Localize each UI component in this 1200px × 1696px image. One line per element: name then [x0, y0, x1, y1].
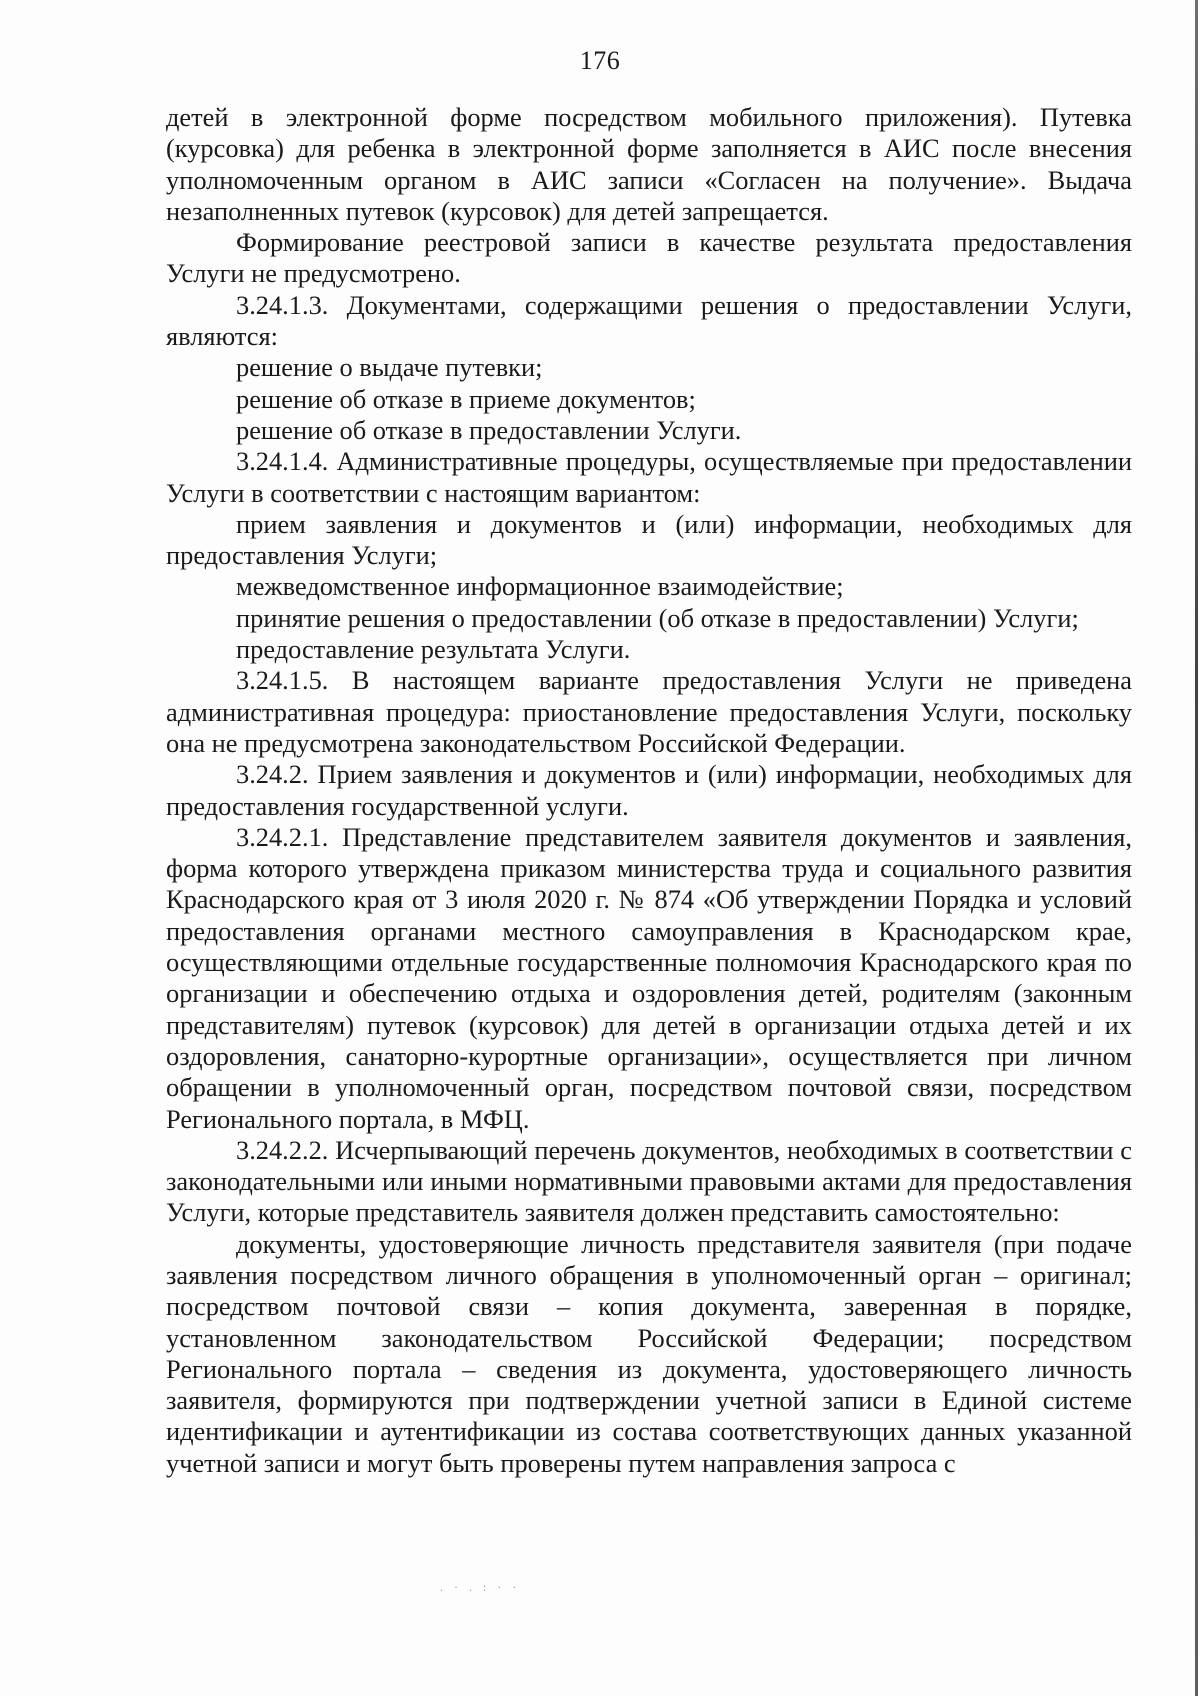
paragraph: документы, удостоверяющие личность представителя заявителя (при подаче заявления посредством личного обращения в уполномоченный орган – оригинал; посредством почтовой связи – копия документа, заверенная в порядке, установленном законодательством Российской Федерации; посредством Регионального портала – сведения из документа, удостоверяющего личность заявителя, формируются при подтверждении учетной записи в Единой системе идентификации и аутентификации из состава соответствующих данных указанной учетной записи и могут быть проверены путем направления запроса с: [166, 1228, 1132, 1478]
paragraph: детей в электронной форме посредством мобильного приложения). Путевка (курсовка) для ребенка в электронной форме заполняется в АИС после внесения уполномоченным органом в АИС записи «Согласен на получение». Выдача незаполненных путевок (курсовок) для детей запрещается.: [166, 102, 1132, 226]
paragraph: 3.24.1.3. Документами, содержащими решения о предоставлении Услуги, являются:: [166, 289, 1132, 352]
paragraph: 3.24.2.2. Исчерпывающий перечень документов, необходимых в соответствии с законодательными или иными нормативными правовыми актами для предоставления Услуги, которые представитель заявителя должен представить самостоятельно:: [166, 1134, 1132, 1228]
list-item: решение о выдаче путевки;: [236, 352, 543, 383]
document-body: [166, 102, 1132, 1479]
paragraph: 3.24.1.5. В настоящем варианте предоставления Услуги не приведена административная процедура: приостановление предоставления Услуги, поскольку она не предусмотрена законодательством Российской Федерации.: [166, 665, 1132, 758]
list-item: межведомственное информационное взаимодействие;: [236, 571, 844, 602]
paragraph: 3.24.2.1. Представление представителем заявителя документов и заявления, форма которого утверждена приказом министерства труда и социального развития Краснодарского края от 3 июля 2020 г. № 874 «Об утверждении Порядка и условий предоставления органами местного самоуправления в Краснодарском крае, осуществляющими отдельные государственные полномочия Краснодарского края по организации и обеспечению отдыха и оздоровления детей, родителям (законным представителям) путевок (курсовок) для детей в организации отдыха детей и их оздоровления, санаторно-курортные организации», осуществляется при личном обращении в уполномоченный орган, посредством почтовой связи, посредством Регионального портала, в МФЦ.: [166, 821, 1132, 1134]
list-item: принятие решения о предоставлении (об отказе в предоставлении) Услуги;: [236, 602, 1079, 633]
list-item: решение об отказе в предоставлении Услуги.: [236, 414, 742, 445]
paragraph: 3.24.1.4. Административные процедуры, осуществляемые при предоставлении Услуги в соответствии с настоящим вариантом:: [166, 446, 1132, 508]
paragraph: прием заявления и документов и (или) информации, необходимых для предоставления Услуги;: [166, 508, 1132, 571]
list-item: решение об отказе в приеме документов;: [236, 383, 696, 414]
scan-edge-shadow: [1195, 0, 1198, 1696]
paragraph: Формирование реестровой записи в качестве результата предоставления Услуги не предусмотрено.: [166, 227, 1132, 289]
paragraph: 3.24.2. Прием заявления и документов и (или) информации, необходимых для предоставления государственной услуги.: [166, 759, 1132, 821]
list-item: предоставление результата Услуги.: [236, 634, 631, 665]
scan-noise: . · . : · ·: [440, 1580, 521, 1594]
page-number: 176: [579, 46, 621, 75]
